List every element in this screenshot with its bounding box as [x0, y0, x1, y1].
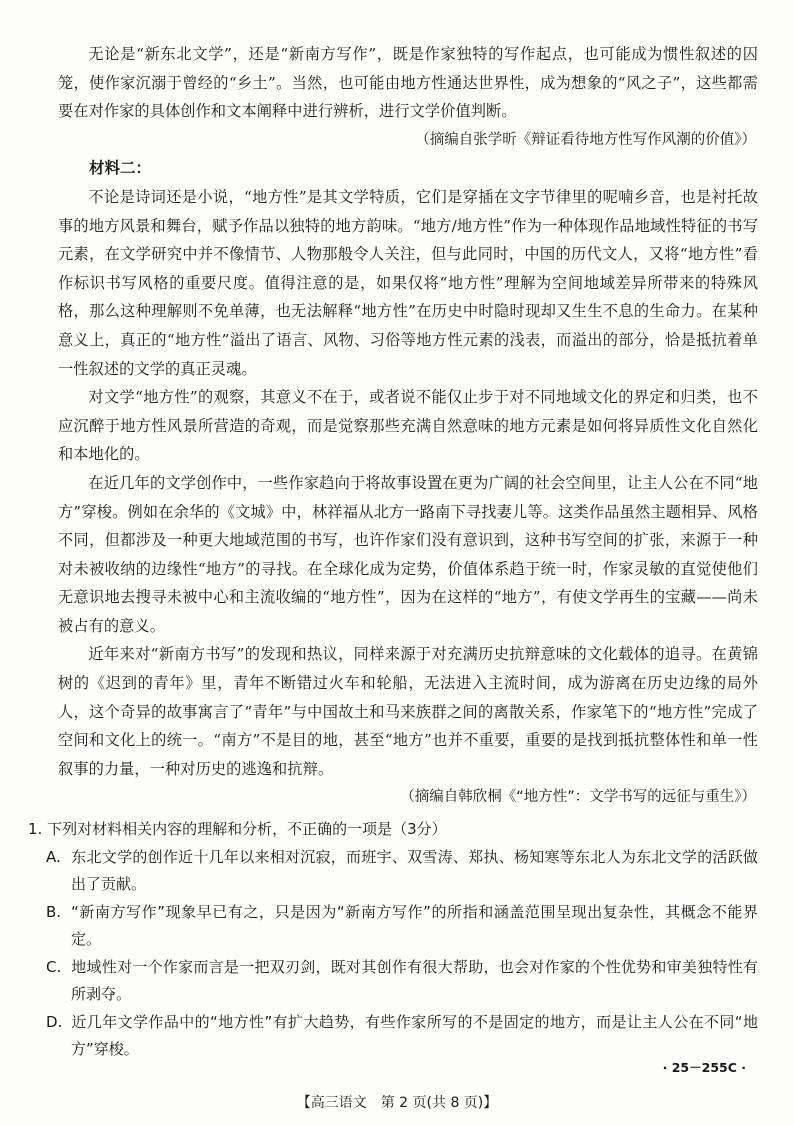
material-two-source: （摘编自韩欣桐《“地方性”：文学书写的远征与重生》） [400, 789, 756, 806]
option-c-text: 地域性对一个作家而言是一把双刃剑，既对其创作有很大帮助，也会对作家的个性优势和审美独特性有所剥夺。 [71, 957, 758, 1004]
material-one-tail-paragraph: 无论是“新东北文学”，还是“新南方写作”，既是作家独特的写作起点，也可能成为惯性叙述的囚笼，使作家沉溺于曾经的“乡土”。当然，也可能由地方性通达世界性，成为想象的“风之子”，这些都需要在对作家的具体创作和文本阐释中进行辨析，进行文学价值判断。 [58, 45, 758, 121]
option-b-letter: B. [46, 902, 62, 921]
page-content [28, 40, 758, 1064]
option-b-text: “新南方写作”现象早已有之，只是因为“新南方写作”的所指和涵盖范围呈现出复杂性，其概念不能界定。 [71, 902, 758, 949]
option-d-text: 近几年文学作品中的“地方性”有扩大趋势，有些作家所写的不是固定的地方，而是让主人公在不同“地方”穿梭。 [71, 1012, 758, 1059]
option-c-letter: C. [46, 957, 62, 976]
material-one-source: （摘编自张学昕《辩证看待地方性写作风潮的价值》） [415, 131, 756, 148]
page-footer: 【高三语文 第 2 页(共 8 页)】 [296, 1095, 498, 1111]
exam-code: · 25－255C · [662, 1060, 746, 1075]
material-two-paragraph-4: 近年来对“新南方书写”的发现和热议，同样来源于对充满历史抗辩意味的文化载体的追寻。在黄锦树的《迟到的青年》里，青年不断错过火车和轮船，无法进入主流时间，成为游离在历史边缘的局外人，这个奇异的故事寓言了“青年”与中国故土和马来族群之间的离散关系，作家笔下的“地方性”完成了空间和文化上的统一。“南方”不是目的地，甚至“地方”也并不重要，重要的是找到抵抗整体性和单一性叙事的力量，一种对历史的逃逸和抗辩。 [58, 645, 758, 778]
question-1-option-c [46, 954, 758, 1009]
option-a-text: 东北文学的创作近十几年以来相对沉寂，而班宇、双雪涛、郑执、杨知寒等东北人为东北文学的活跃做出了贡献。 [71, 847, 758, 894]
material-two-paragraph-1: 不论是诗词还是小说，“地方性”是其文学特质，它们是穿插在文字节律里的呢喃乡音，也是衬托故事的地方风景和舞台，赋予作品以独特的地方韵味。“地方/地方性”作为一种体现作品地域性特征的书写元素，在文学研究中并不像情节、人物那般令人关注，但与此同时，中国的历代文人，又将“地方性”看作标识书写风格的重要尺度。值得注意的是，如果仅将“地方性”理解为空间地域差异所带来的特殊风格，那么这种理解则不免单薄，也无法解释“地方性”在历史中时隐时现却又生生不息的生命力。在某种意义上，真正的“地方性”溢出了语言、风物、习俗等地方性元素的浅表，而溢出的部分，恰是抵抗着单一性叙述的文学的真正灵魂。 [58, 187, 758, 378]
option-a-letter: A. [46, 847, 61, 866]
material-two-paragraph-2: 对文学“地方性”的观察，其意义不在于，或者说不能仅止步于对不同地域文化的界定和归类，也不应沉醉于地方性风景所营造的奇观，而是觉察那些充满自然意味的地方元素是如何将异质性文化自然化和本地化的。 [58, 388, 758, 464]
question-1-option-a [46, 844, 758, 899]
material-two-heading: 材料二： [89, 158, 152, 178]
option-d-letter: D. [46, 1012, 63, 1031]
question-1-stem: 1. 下列对材料相关内容的理解和分析，不正确的一项是（3分） [28, 820, 447, 839]
material-two-paragraph-3: 在近几年的文学创作中，一些作家趋向于将故事设置在更为广阔的社会空间里，让主人公在不同“地方”穿梭。例如在余华的《文城》中，林祥福从北方一路南下寻找妻儿等。这类作品虽然主题相异、风格不同，但都涉及一种更大地域范围的书写，也许作家们没有意识到，这种书写空间的扩张，来源于一种对未被收纳的边缘性“地方”的寻找。在全球化成为定势，价值体系趋于统一时，作家灵敏的直觉使他们无意识地去搜寻未被中心和主流收编的“地方性”，因为在这样的“地方”，有使文学再生的宝藏——尚未被占有的意义。 [58, 473, 758, 635]
question-1-option-d [46, 1009, 758, 1064]
question-1-option-b [46, 899, 758, 954]
